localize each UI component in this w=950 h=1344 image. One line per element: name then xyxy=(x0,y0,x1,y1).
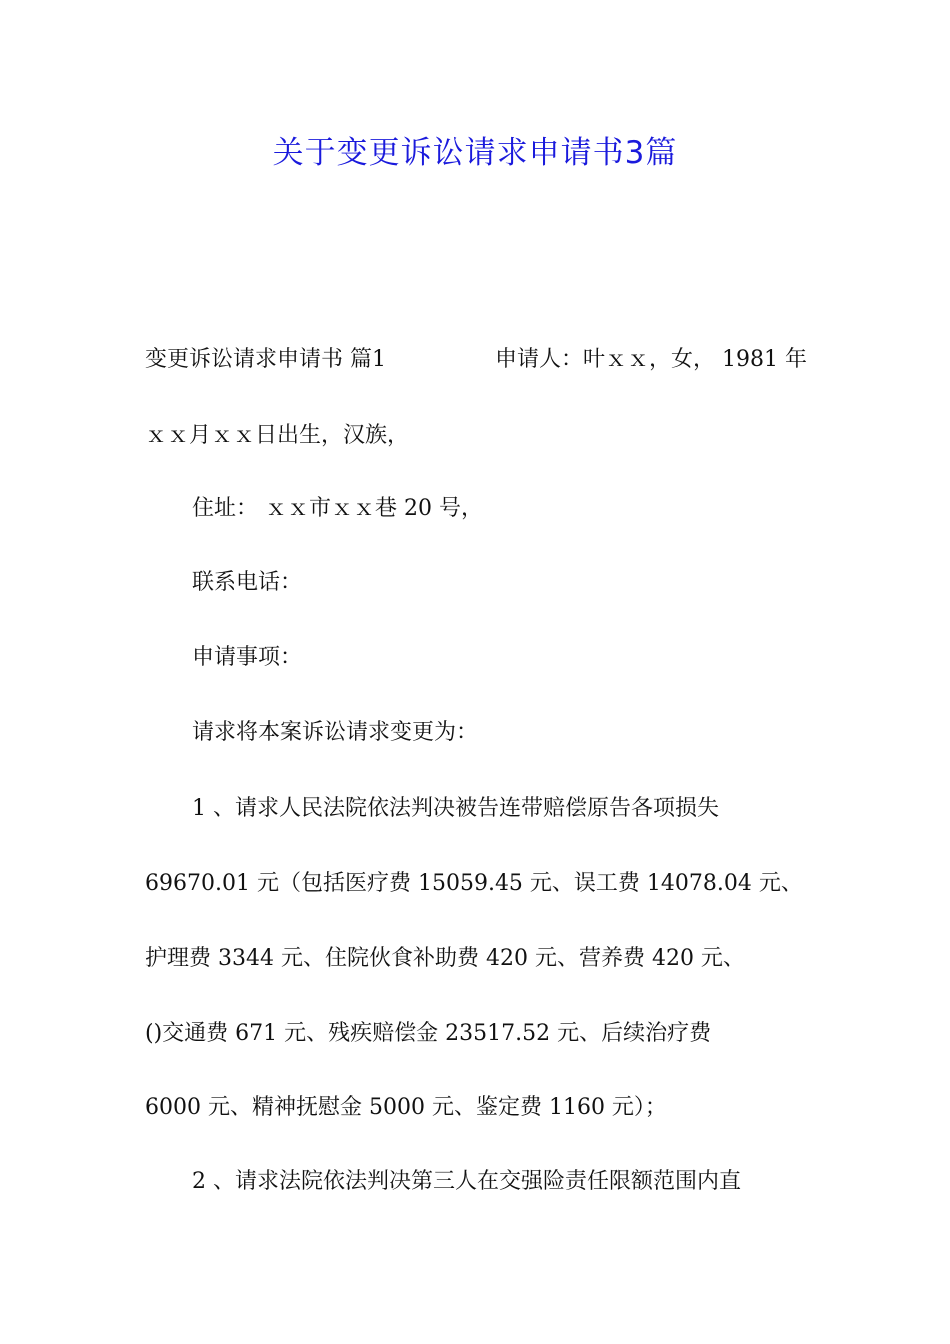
birth-line: ｘｘ月ｘｘ日出生，汉族， xyxy=(145,423,410,448)
section-heading: 变更诉讼请求申请书 篇1 xyxy=(145,347,386,372)
document-title: 关于变更诉讼请求申请书3篇 xyxy=(272,135,678,171)
request-item-1-cont-4: 6000 元、精神抚慰金 5000 元、鉴定费 1160 元）； xyxy=(145,1095,667,1120)
request-item-1: 1 、请求人民法院依法判决被告连带赔偿原告各项损失 xyxy=(192,796,719,821)
request-item-2: 2 、请求法院依法判决第三人在交强险责任限额范围内直 xyxy=(192,1169,741,1194)
request-items-heading: 申请事项： xyxy=(192,645,303,670)
request-intro: 请求将本案诉讼请求变更为： xyxy=(192,720,479,745)
header-line xyxy=(145,342,807,378)
request-item-1-cont-1: 69670.01 元（包括医疗费 15059.45 元、误工费 14078.04 元、 xyxy=(145,871,803,896)
address-line: 住址： ｘｘ市ｘｘ巷 20 号， xyxy=(192,496,483,521)
phone-line: 联系电话： xyxy=(192,570,303,595)
request-item-1-cont-2: 护理费 3344 元、住院伙食补助费 420 元、营养费 420 元、 xyxy=(145,946,745,971)
request-item-1-cont-3: ()交通费 671 元、残疾赔偿金 23517.52 元、后续治疗费 xyxy=(145,1021,712,1046)
applicant-info: 申请人：叶ｘｘ，女， 1981 年 xyxy=(495,347,807,372)
